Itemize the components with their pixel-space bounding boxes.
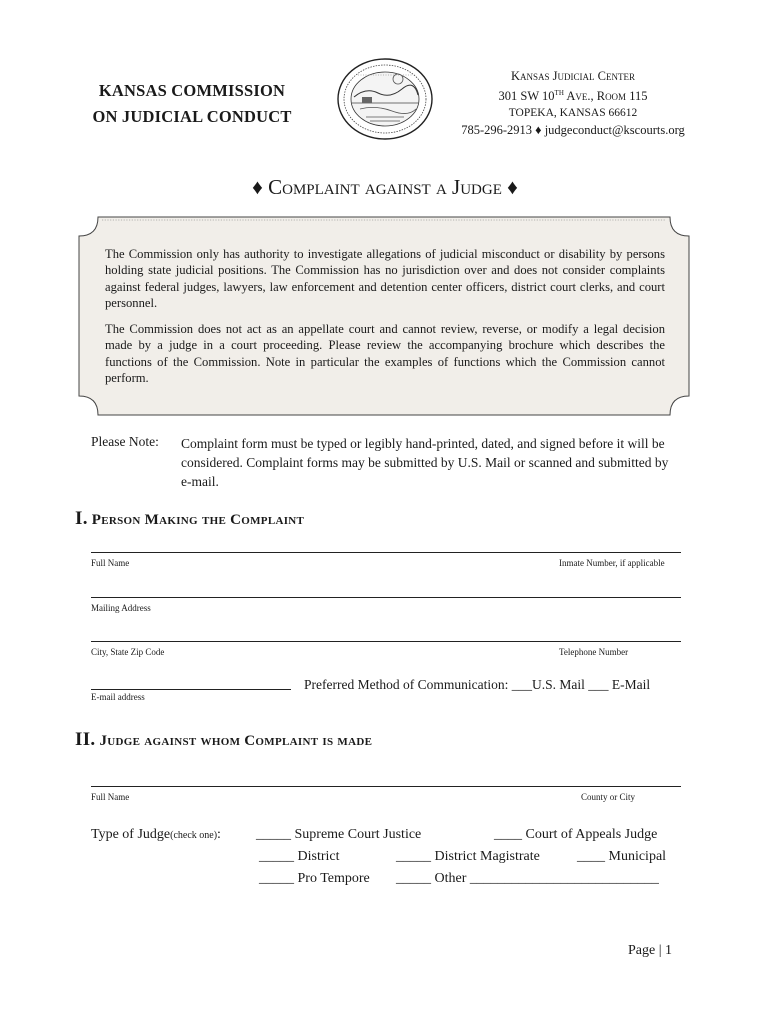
section-2-title: Judge against whom Complaint is made [99, 733, 373, 749]
page-title: ♦ Complaint against a Judge ♦ [252, 175, 518, 199]
page-number: Page | 1 [628, 943, 673, 958]
email-label: E-mail address [91, 692, 145, 702]
option-district-magistrate[interactable]: _____ District Magistrate [396, 849, 540, 864]
county-city-label: County or City [581, 792, 636, 802]
org-line-2: ON JUDICIAL CONDUCT [92, 107, 292, 126]
org-line-1: KANSAS COMMISSION [98, 81, 286, 100]
type-of-judge-text: Type of Judge [91, 827, 171, 842]
option-supreme-court[interactable]: _____ Supreme Court Justice [256, 827, 422, 842]
option-municipal[interactable]: ____ Municipal [577, 849, 667, 864]
section-1-title: Person Making the Complaint [91, 512, 305, 528]
city-state-zip-field[interactable] [91, 641, 681, 642]
section-2-number: II. [75, 729, 96, 750]
mailing-address-field[interactable] [91, 597, 681, 598]
inmate-number-label: Inmate Number, if applicable [559, 558, 665, 568]
address-superscript: TH [554, 89, 564, 97]
address-line-4: 785-296-2913 ♦ judgeconduct@kscourts.org [461, 123, 685, 138]
option-court-of-appeals[interactable]: ____ Court of Appeals Judge [494, 827, 658, 842]
notice-paragraph-2: The Commission does not act as an appellate court and cannot review, reverse, or modify a legal decision made by a judge in a court proceeding. Please review the accompanying brochure which describes the functions of the Commission. Note in particular the examples of functions which the Commission cannot perform. [105, 322, 665, 386]
option-district[interactable]: _____ District [259, 849, 340, 864]
organization-name [84, 78, 300, 130]
type-of-judge-label [91, 827, 221, 843]
option-other[interactable]: _____ Other ___________________________ [396, 871, 659, 886]
address-street: 301 SW 10 [498, 89, 555, 104]
notice-text [105, 246, 665, 396]
city-state-zip-label: City, State Zip Code [91, 647, 165, 657]
full-name-label: Full Name [91, 558, 130, 568]
type-of-judge-colon: : [217, 827, 221, 842]
section-1-number: I. [75, 508, 88, 529]
address-line-3: TOPEKA, KANSAS 66612 [508, 107, 638, 120]
please-note-label: Please Note: [91, 434, 159, 449]
address-line-2 [448, 85, 698, 105]
option-pro-tempore[interactable]: _____ Pro Tempore [259, 871, 370, 886]
address-room: Ave., Room 115 [563, 89, 648, 104]
notice-paragraph-1: The Commission only has authority to investigate allegations of judicial misconduct or disability by persons holding state judicial positions. The Commission has no jurisdiction over and does not consider complaints against federal judges, lawyers, law enforcement and detention center officers, district court clerks, and court personnel. [105, 247, 665, 310]
section-2-heading [75, 729, 372, 751]
email-field[interactable] [91, 689, 291, 690]
address-block [448, 68, 698, 139]
telephone-label: Telephone Number [559, 647, 629, 657]
preferred-method-line[interactable]: Preferred Method of Communication: ___U.S. Mail ___ E-Mail [304, 677, 651, 692]
complainant-name-field[interactable] [91, 552, 681, 553]
mailing-address-label: Mailing Address [91, 603, 151, 613]
kansas-state-seal [336, 57, 434, 141]
judge-name-field[interactable] [91, 786, 681, 787]
address-line-1: Kansas Judicial Center [511, 69, 635, 83]
please-note-text: Complaint form must be typed or legibly hand-printed, dated, and signed before it will be considered. Complaint forms may be submitted by U.S. Mail or scanned and submitted by e-mail. [181, 436, 669, 489]
section-1-heading [75, 508, 304, 530]
judge-full-name-label: Full Name [91, 792, 130, 802]
check-one-hint: (check one) [170, 830, 218, 841]
